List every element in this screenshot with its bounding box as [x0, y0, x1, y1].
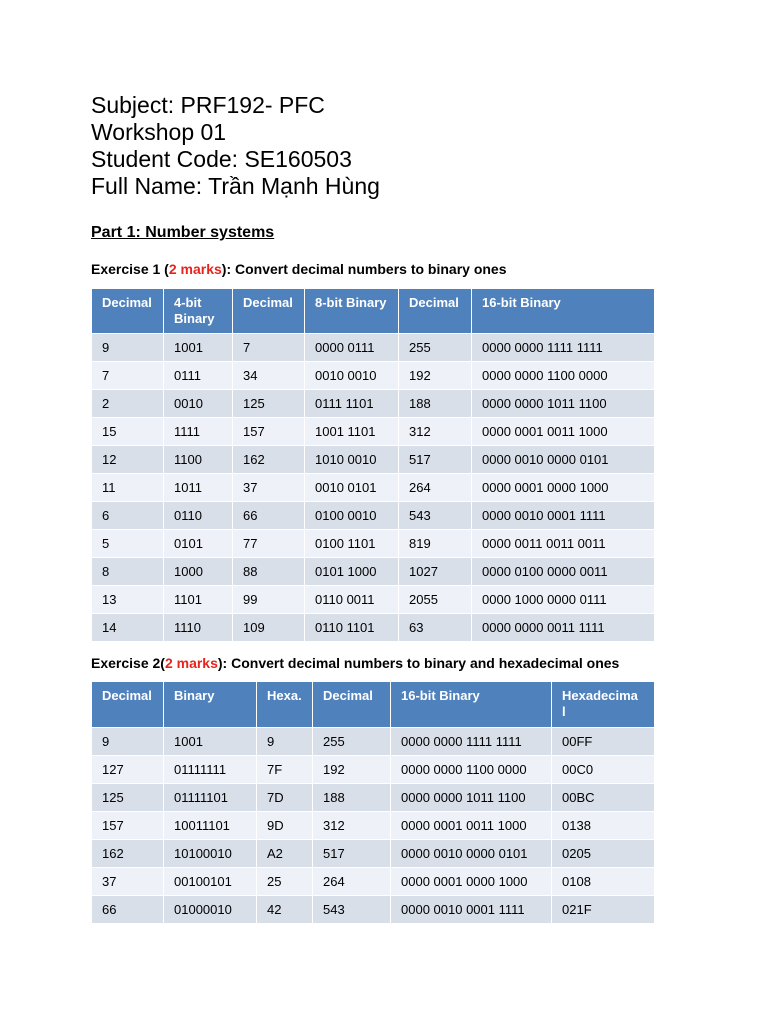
table-cell: 1001 1101: [305, 418, 399, 446]
table-cell: 1001: [164, 728, 257, 756]
table-cell: 517: [399, 446, 472, 474]
table-cell: 37: [92, 868, 164, 896]
table-cell: 021F: [552, 896, 655, 924]
table-cell: 0110 0011: [305, 586, 399, 614]
table-cell: 01000010: [164, 896, 257, 924]
table-cell: 7: [92, 362, 164, 390]
table-header: 16-bit Binary: [472, 289, 655, 334]
table-cell: 1100: [164, 446, 233, 474]
table-cell: 01111101: [164, 784, 257, 812]
table-cell: 42: [257, 896, 313, 924]
table-cell: 543: [313, 896, 391, 924]
table-cell: 88: [233, 558, 305, 586]
table-header: Binary: [164, 682, 257, 728]
table-cell: 2055: [399, 586, 472, 614]
table-cell: 00C0: [552, 756, 655, 784]
table-row: [92, 784, 655, 812]
table-cell: 1000: [164, 558, 233, 586]
table-cell: 9D: [257, 812, 313, 840]
table-cell: 00BC: [552, 784, 655, 812]
table-cell: 1027: [399, 558, 472, 586]
table-cell: 10011101: [164, 812, 257, 840]
exercise1-prefix: Exercise 1 (: [91, 261, 169, 277]
table-cell: 12: [92, 446, 164, 474]
table-cell: 2: [92, 390, 164, 418]
table-cell: 1101: [164, 586, 233, 614]
table-cell: 66: [92, 896, 164, 924]
table-row: [92, 558, 655, 586]
exercise1-heading: [91, 260, 731, 278]
table-row: [92, 896, 655, 924]
table-row: [92, 362, 655, 390]
table-cell: 0000 0111: [305, 334, 399, 362]
table-cell: 00100101: [164, 868, 257, 896]
document-page: [91, 92, 731, 924]
table-cell: 0000 0000 0011 1111: [472, 614, 655, 642]
table-row: [92, 728, 655, 756]
table-cell: 312: [313, 812, 391, 840]
table-cell: 0000 0000 1011 1100: [391, 784, 552, 812]
table-cell: 0000 0000 1100 0000: [472, 362, 655, 390]
table-cell: 188: [313, 784, 391, 812]
table-cell: 0100 1101: [305, 530, 399, 558]
table-row: [92, 334, 655, 362]
table-cell: 13: [92, 586, 164, 614]
table-cell: 127: [92, 756, 164, 784]
table-header: Decimal: [399, 289, 472, 334]
table-cell: 157: [233, 418, 305, 446]
table-cell: 00FF: [552, 728, 655, 756]
table-row: [92, 446, 655, 474]
table-cell: 1110: [164, 614, 233, 642]
workshop-line: Workshop 01: [91, 119, 227, 145]
table-cell: 0010: [164, 390, 233, 418]
table-row: [92, 840, 655, 868]
exercise2-table: [91, 681, 655, 924]
exercise2-heading: [91, 654, 731, 672]
table-cell: 0000 0000 1100 0000: [391, 756, 552, 784]
table-row: [92, 502, 655, 530]
table-cell: 0000 0010 0000 0101: [472, 446, 655, 474]
table-cell: 0000 0010 0001 1111: [391, 896, 552, 924]
table-cell: 162: [233, 446, 305, 474]
table-cell: 0000 0010 0000 0101: [391, 840, 552, 868]
full-name-line: Full Name: Trần Mạnh Hùng: [91, 173, 380, 199]
table-row: [92, 390, 655, 418]
table-cell: 0000 0000 1111 1111: [391, 728, 552, 756]
table-header: Hexa.: [257, 682, 313, 728]
exercise1-marks: 2 marks: [168, 261, 222, 277]
table-header: 16-bit Binary: [391, 682, 552, 728]
table-cell: 0100 0010: [305, 502, 399, 530]
exercise2-header-row: [92, 682, 655, 728]
table-cell: 0111 1101: [305, 390, 399, 418]
table-cell: 9: [92, 334, 164, 362]
table-cell: 6: [92, 502, 164, 530]
table-cell: 01111111: [164, 756, 257, 784]
table-cell: 109: [233, 614, 305, 642]
table-cell: 517: [313, 840, 391, 868]
table-cell: 0000 0010 0001 1111: [472, 502, 655, 530]
table-cell: 11: [92, 474, 164, 502]
table-cell: 1001: [164, 334, 233, 362]
table-cell: 0000 0100 0000 0011: [472, 558, 655, 586]
table-cell: 25: [257, 868, 313, 896]
exercise1-suffix: ): Convert decimal numbers to binary ones: [221, 261, 507, 277]
table-header: Hexadecima l: [552, 682, 655, 728]
table-cell: 0000 0001 0000 1000: [472, 474, 655, 502]
table-cell: 1010 0010: [305, 446, 399, 474]
table-header: Decimal: [313, 682, 391, 728]
table-cell: 99: [233, 586, 305, 614]
table-cell: 157: [92, 812, 164, 840]
table-cell: 162: [92, 840, 164, 868]
table-cell: 8: [92, 558, 164, 586]
table-cell: 312: [399, 418, 472, 446]
table-cell: 0010 0101: [305, 474, 399, 502]
table-cell: 77: [233, 530, 305, 558]
table-cell: 7D: [257, 784, 313, 812]
table-cell: 819: [399, 530, 472, 558]
table-cell: 255: [399, 334, 472, 362]
table-row: [92, 474, 655, 502]
exercise1-table: [91, 288, 655, 642]
table-cell: 9: [257, 728, 313, 756]
table-cell: 66: [233, 502, 305, 530]
table-cell: 14: [92, 614, 164, 642]
table-cell: 0000 1000 0000 0111: [472, 586, 655, 614]
exercise2-suffix: ): Convert decimal numbers to binary and hexadecimal ones: [217, 655, 620, 671]
table-cell: 15: [92, 418, 164, 446]
subject-line: Subject: PRF192- PFC: [91, 92, 325, 118]
table-cell: 125: [233, 390, 305, 418]
table-header: 4-bit Binary: [164, 289, 233, 334]
table-cell: 9: [92, 728, 164, 756]
table-cell: 0110: [164, 502, 233, 530]
table-cell: 0000 0001 0000 1000: [391, 868, 552, 896]
table-cell: 125: [92, 784, 164, 812]
table-cell: 0205: [552, 840, 655, 868]
table-cell: 5: [92, 530, 164, 558]
table-cell: 264: [313, 868, 391, 896]
table-cell: 10100010: [164, 840, 257, 868]
table-cell: 192: [399, 362, 472, 390]
table-cell: 255: [313, 728, 391, 756]
student-code-line: Student Code: SE160503: [91, 146, 352, 172]
table-cell: 1111: [164, 418, 233, 446]
table-row: [92, 530, 655, 558]
table-cell: 0000 0001 0011 1000: [391, 812, 552, 840]
table-header: Decimal: [92, 289, 164, 334]
table-cell: 0000 0011 0011 0011: [472, 530, 655, 558]
table-cell: 0000 0000 1011 1100: [472, 390, 655, 418]
table-header: Decimal: [92, 682, 164, 728]
table-row: [92, 586, 655, 614]
table-cell: 0108: [552, 868, 655, 896]
table-header: Decimal: [233, 289, 305, 334]
table-cell: 0101: [164, 530, 233, 558]
table-cell: 0000 0000 1111 1111: [472, 334, 655, 362]
table-cell: 0138: [552, 812, 655, 840]
table-cell: 34: [233, 362, 305, 390]
table-cell: 0110 1101: [305, 614, 399, 642]
table-cell: 7: [233, 334, 305, 362]
table-cell: 1011: [164, 474, 233, 502]
table-cell: 7F: [257, 756, 313, 784]
table-row: [92, 812, 655, 840]
table-cell: 0111: [164, 362, 233, 390]
exercise1-header-row: [92, 289, 655, 334]
table-row: [92, 614, 655, 642]
table-header: 8-bit Binary: [305, 289, 399, 334]
exercise2-prefix: Exercise 2(: [91, 655, 165, 671]
table-row: [92, 868, 655, 896]
part1-title: Part 1: Number systems: [91, 224, 275, 241]
table-cell: 188: [399, 390, 472, 418]
table-cell: 543: [399, 502, 472, 530]
exercise2-marks: 2 marks: [164, 655, 218, 671]
table-cell: A2: [257, 840, 313, 868]
table-cell: 192: [313, 756, 391, 784]
table-cell: 0101 1000: [305, 558, 399, 586]
table-cell: 63: [399, 614, 472, 642]
table-row: [92, 418, 655, 446]
table-row: [92, 756, 655, 784]
table-cell: 0010 0010: [305, 362, 399, 390]
table-cell: 264: [399, 474, 472, 502]
table-cell: 37: [233, 474, 305, 502]
table-cell: 0000 0001 0011 1000: [472, 418, 655, 446]
